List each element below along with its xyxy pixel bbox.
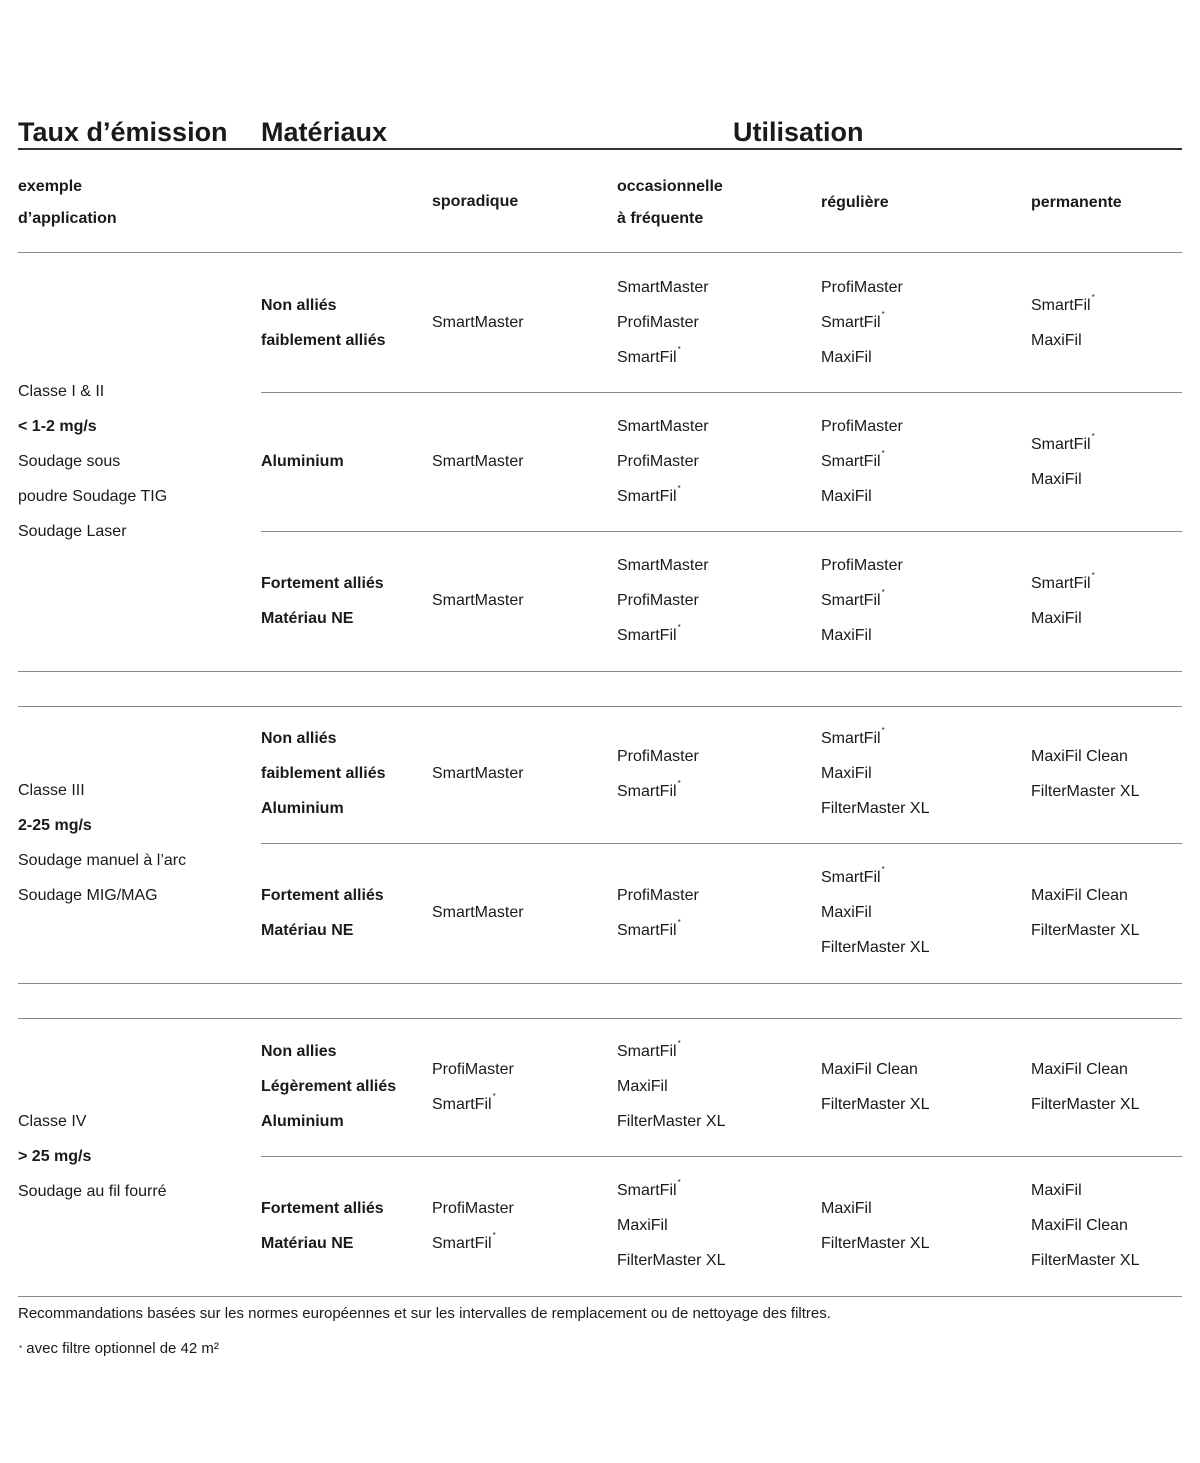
product-name: SmartFil* xyxy=(432,1091,496,1113)
product-name: FilterMaster XL xyxy=(1031,1095,1140,1113)
product-name: SmartMaster xyxy=(432,314,524,331)
product-name: SmartFil* xyxy=(1031,570,1095,592)
product-name: FilterMaster XL xyxy=(617,1113,726,1130)
usage-cell-regular xyxy=(821,409,903,514)
product-name: FilterMaster XL xyxy=(617,1252,726,1269)
product-name: MaxiFil xyxy=(821,904,872,921)
application-example: Classe I & II xyxy=(18,383,105,400)
usage-cell-occasional xyxy=(617,409,709,514)
usage-cell-occasional xyxy=(617,548,709,653)
product-name: MaxiFil xyxy=(821,1199,872,1217)
application-example: Classe III xyxy=(18,782,85,799)
application-example: poudre Soudage TIG xyxy=(18,488,168,505)
usage-cell-permanent xyxy=(1031,739,1139,809)
subheader-occasional-line1: occasionnelle xyxy=(617,178,723,195)
material-cell xyxy=(261,878,384,948)
usage-cell-regular xyxy=(821,860,929,965)
product-name: SmartMaster xyxy=(617,557,709,574)
usage-cell-permanent xyxy=(1031,288,1095,358)
product-name: ProfiMaster xyxy=(432,1199,514,1217)
product-name: SmartFil* xyxy=(617,484,681,505)
usage-cell-regular xyxy=(821,270,903,375)
application-example: Soudage au fil fourré xyxy=(18,1182,167,1200)
usage-cell-permanent xyxy=(1031,1052,1139,1122)
material-name: Fortement alliés xyxy=(261,574,384,592)
col-title-usage: Utilisation xyxy=(733,117,864,147)
product-name: ProfiMaster xyxy=(617,453,699,470)
product-name: SmartFil* xyxy=(617,345,681,366)
material-name: Matériau NE xyxy=(261,921,354,939)
row-rule xyxy=(261,1156,1182,1157)
asterisk-mark: * xyxy=(677,778,681,788)
product-name: MaxiFil Clean xyxy=(1031,1217,1128,1234)
subheader-regular: régulière xyxy=(821,194,889,211)
material-name: Non alliés xyxy=(261,296,337,314)
material-name: Fortement alliés xyxy=(261,1199,384,1217)
application-example: Soudage MIG/MAG xyxy=(18,887,158,904)
product-name: SmartFil* xyxy=(1031,292,1095,314)
subheader-occasional-line2: à fréquente xyxy=(617,210,704,227)
emission-class-label xyxy=(18,1104,167,1209)
asterisk-mark: * xyxy=(677,917,681,927)
product-name: FilterMaster XL xyxy=(1031,921,1140,939)
product-name: ProfiMaster xyxy=(821,279,903,296)
product-name: FilterMaster XL xyxy=(821,1095,930,1113)
product-name: SmartFil* xyxy=(617,623,681,644)
product-name: MaxiFil xyxy=(617,1078,668,1095)
asterisk-mark: * xyxy=(1091,570,1095,580)
application-example: Soudage manuel à l’arc xyxy=(18,852,187,869)
product-name: MaxiFil Clean xyxy=(821,1060,918,1078)
product-name: MaxiFil xyxy=(821,488,872,505)
usage-cell-occasional xyxy=(617,878,699,948)
asterisk-mark: * xyxy=(677,345,681,354)
product-name: ProfiMaster xyxy=(821,557,903,574)
usage-cell-occasional xyxy=(617,1173,725,1278)
product-name: MaxiFil xyxy=(821,765,872,782)
material-cell xyxy=(261,1034,396,1139)
usage-cell-sporadic xyxy=(432,444,524,479)
product-name: SmartFil* xyxy=(432,1230,496,1252)
material-cell xyxy=(261,1191,384,1261)
asterisk-mark: * xyxy=(677,1178,681,1187)
asterisk-mark: * xyxy=(677,484,681,493)
product-name: MaxiFil xyxy=(1031,331,1082,349)
subheader-example-line1: exemple xyxy=(18,178,83,195)
material-cell xyxy=(261,566,384,636)
application-example: Classe IV xyxy=(18,1112,87,1130)
product-name: MaxiFil Clean xyxy=(1031,886,1128,904)
usage-cell-occasional xyxy=(617,739,699,809)
asterisk-mark: * xyxy=(492,1230,496,1240)
product-name: ProfiMaster xyxy=(617,886,699,904)
subheader-rule xyxy=(18,252,1182,253)
product-name: SmartMaster xyxy=(617,279,709,296)
group-rule xyxy=(18,983,1182,984)
footer-note: Recommandations basées sur les normes européennes et sur les intervalles de remplacement ou de nettoyage des filtres. xyxy=(18,1305,831,1322)
subheader-example-line2: d’application xyxy=(18,210,117,227)
group-rule xyxy=(18,671,1182,672)
product-name: SmartMaster xyxy=(432,904,524,921)
usage-cell-regular xyxy=(821,721,929,826)
product-name: SmartMaster xyxy=(432,592,524,609)
product-name: SmartFil* xyxy=(617,1039,681,1060)
asterisk-mark: * xyxy=(881,449,885,458)
row-rule xyxy=(261,531,1182,532)
material-name: Matériau NE xyxy=(261,1234,354,1252)
usage-cell-permanent xyxy=(1031,566,1095,636)
usage-cell-permanent xyxy=(1031,878,1139,948)
usage-cell-permanent xyxy=(1031,427,1095,497)
row-rule xyxy=(261,392,1182,393)
asterisk-mark: * xyxy=(881,865,885,874)
material-name: Aluminium xyxy=(261,800,344,817)
product-name: ProfiMaster xyxy=(432,1060,514,1078)
product-name: SmartFil* xyxy=(617,917,681,939)
product-name: MaxiFil xyxy=(1031,470,1082,488)
asterisk-mark: * xyxy=(881,310,885,319)
usage-cell-sporadic xyxy=(432,1191,514,1261)
application-example: Soudage Laser xyxy=(18,523,127,540)
product-name: SmartMaster xyxy=(432,765,524,782)
material-name: Légèrement alliés xyxy=(261,1078,397,1095)
product-name: MaxiFil xyxy=(821,627,872,644)
emission-rate: 2-25 mg/s xyxy=(18,817,92,834)
material-name: faiblement alliés xyxy=(261,331,386,349)
product-name: ProfiMaster xyxy=(821,418,903,435)
product-name: MaxiFil Clean xyxy=(1031,747,1128,765)
material-name: faiblement alliés xyxy=(261,765,386,782)
product-name: MaxiFil xyxy=(1031,1182,1082,1199)
group-rule xyxy=(18,1296,1182,1297)
usage-cell-permanent xyxy=(1031,1173,1139,1278)
subheader-example xyxy=(18,171,117,235)
asterisk-mark: * xyxy=(19,1344,23,1353)
product-name: SmartFil* xyxy=(821,449,885,470)
footer-asterisk-note xyxy=(18,1339,219,1359)
product-name: ProfiMaster xyxy=(617,592,699,609)
product-name: SmartFil* xyxy=(821,310,885,331)
product-name: SmartFil* xyxy=(821,865,885,886)
emission-rate: > 25 mg/s xyxy=(18,1147,92,1165)
usage-cell-regular xyxy=(821,548,903,653)
asterisk-mark: * xyxy=(1091,431,1095,441)
usage-cell-regular xyxy=(821,1191,929,1261)
product-name: FilterMaster XL xyxy=(1031,782,1140,800)
usage-cell-regular xyxy=(821,1052,929,1122)
product-name: SmartFil* xyxy=(1031,431,1095,453)
product-name: SmartMaster xyxy=(432,453,524,470)
material-name: Non alliés xyxy=(261,730,337,747)
product-name: FilterMaster XL xyxy=(821,800,930,817)
asterisk-mark: * xyxy=(881,588,885,597)
material-name: Non allies xyxy=(261,1043,337,1060)
usage-cell-sporadic xyxy=(432,1052,514,1122)
product-name: ProfiMaster xyxy=(617,314,699,331)
subheader-permanent: permanente xyxy=(1031,194,1122,211)
product-name: FilterMaster XL xyxy=(821,1234,930,1252)
product-name: FilterMaster XL xyxy=(1031,1252,1140,1269)
col-title-materials: Matériaux xyxy=(261,117,388,147)
material-cell xyxy=(261,721,386,826)
material-cell xyxy=(261,444,344,479)
footer-asterisk-text: avec filtre optionnel de 42 m² xyxy=(22,1340,219,1357)
group-top-rule xyxy=(18,706,1182,707)
product-name: FilterMaster XL xyxy=(821,939,930,956)
product-name: MaxiFil xyxy=(821,349,872,366)
subheader-sporadic: sporadique xyxy=(432,193,519,210)
usage-cell-sporadic xyxy=(432,895,524,930)
product-name: MaxiFil xyxy=(617,1217,668,1234)
asterisk-mark: * xyxy=(677,623,681,632)
product-name: SmartFil* xyxy=(821,588,885,609)
usage-cell-sporadic xyxy=(432,756,524,791)
usage-cell-sporadic xyxy=(432,305,524,340)
emission-class-label xyxy=(18,773,186,913)
product-name: SmartMaster xyxy=(617,418,709,435)
usage-cell-occasional xyxy=(617,270,709,375)
group-top-rule xyxy=(18,1018,1182,1019)
material-name: Aluminium xyxy=(261,1113,344,1130)
usage-cell-occasional xyxy=(617,1034,725,1139)
material-cell xyxy=(261,288,386,358)
product-name: SmartFil* xyxy=(821,726,885,747)
material-name: Fortement alliés xyxy=(261,886,384,904)
product-name: MaxiFil Clean xyxy=(1031,1060,1128,1078)
material-name: Aluminium xyxy=(261,453,344,470)
usage-cell-sporadic xyxy=(432,583,524,618)
emission-rate: < 1-2 mg/s xyxy=(18,418,97,435)
col-title-emission: Taux d’émission xyxy=(18,117,228,147)
subheader-occasional xyxy=(617,171,723,235)
product-name: SmartFil* xyxy=(617,778,681,800)
row-rule xyxy=(261,843,1182,844)
header-rule xyxy=(18,148,1182,150)
asterisk-mark: * xyxy=(1091,292,1095,302)
asterisk-mark: * xyxy=(881,726,885,735)
material-name: Matériau NE xyxy=(261,609,354,627)
product-name: MaxiFil xyxy=(1031,609,1082,627)
asterisk-mark: * xyxy=(492,1091,496,1101)
asterisk-mark: * xyxy=(677,1039,681,1048)
application-example: Soudage sous xyxy=(18,453,121,470)
product-name: SmartFil* xyxy=(617,1178,681,1199)
emission-class-label xyxy=(18,374,167,549)
product-name: ProfiMaster xyxy=(617,747,699,765)
